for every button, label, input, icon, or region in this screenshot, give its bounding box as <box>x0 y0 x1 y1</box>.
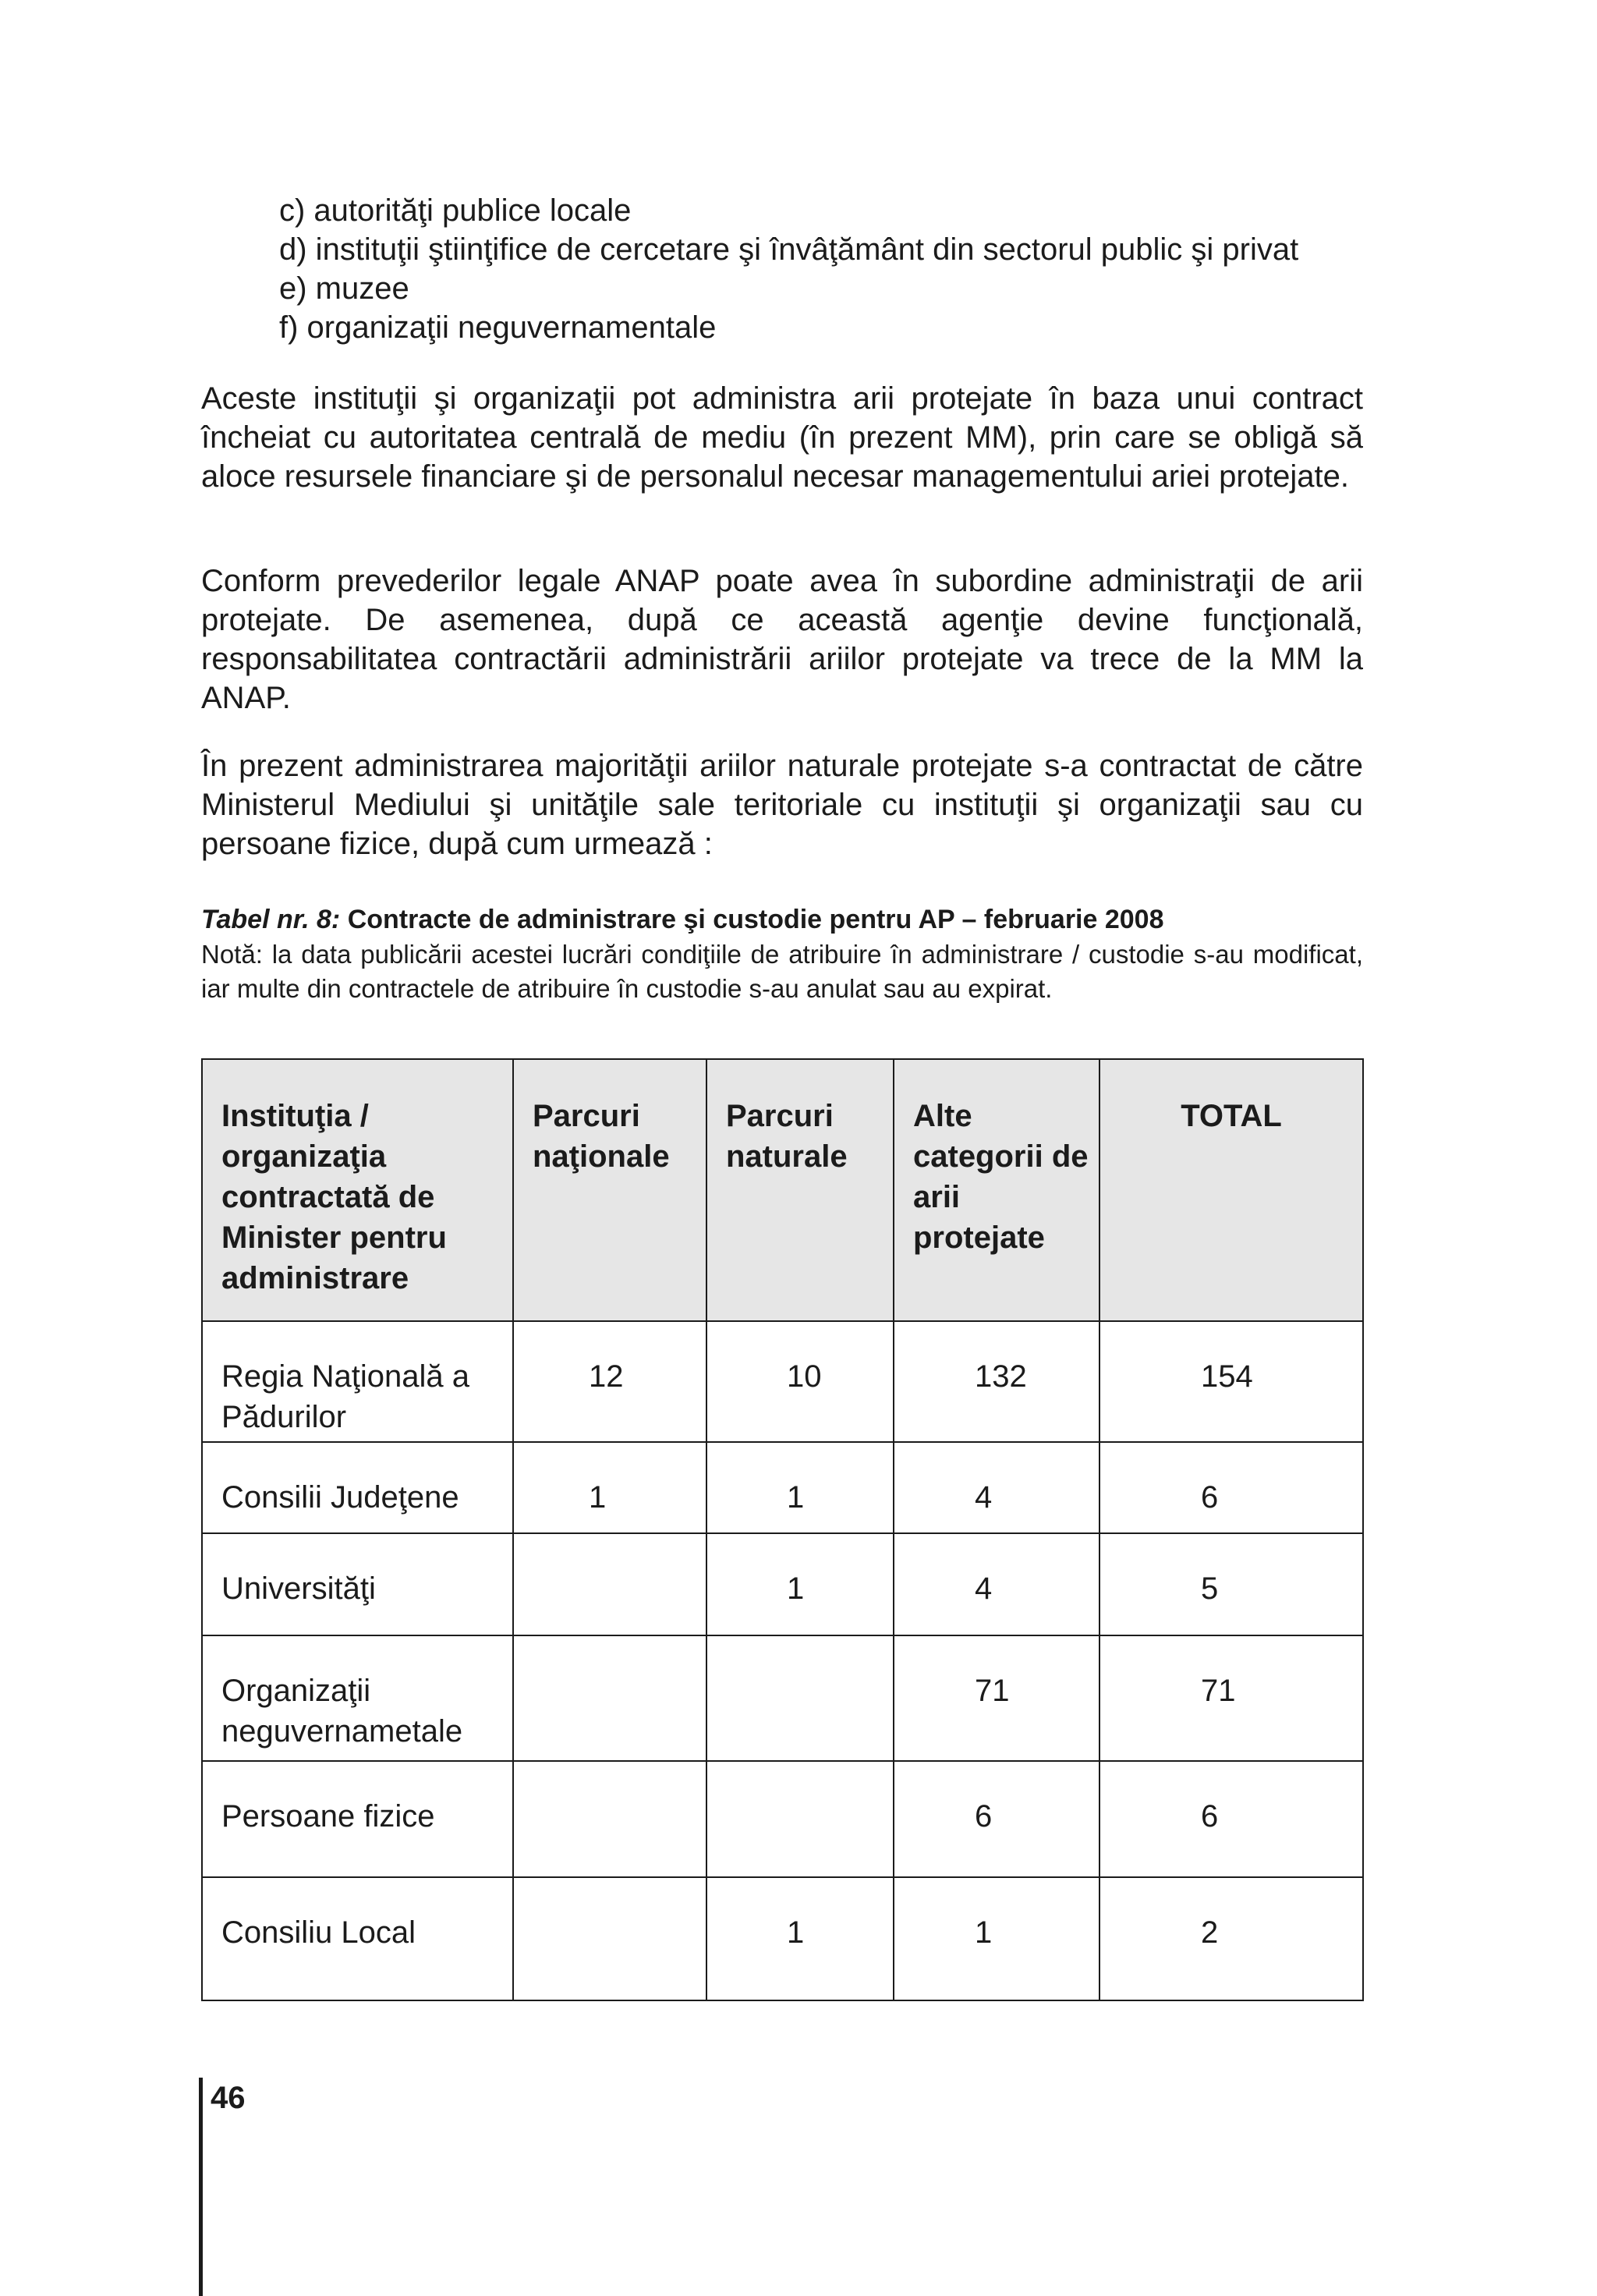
header-natural-parks: Parcuri naturale <box>706 1059 894 1321</box>
cell-total: 6 <box>1099 1761 1363 1877</box>
cell-natural-parks: 10 <box>706 1321 894 1442</box>
cell-institution: Universităţi <box>202 1533 513 1635</box>
enumeration-list <box>279 191 1363 347</box>
cell-institution: Consilii Judeţene <box>202 1442 513 1533</box>
table-row <box>202 1442 1363 1533</box>
cell-national-parks <box>513 1533 706 1635</box>
cell-total: 154 <box>1099 1321 1363 1442</box>
table-row <box>202 1533 1363 1635</box>
cell-other-categories: 1 <box>894 1877 1099 2000</box>
table-caption-label: Tabel nr. 8: <box>201 905 341 934</box>
cell-natural-parks: 1 <box>706 1442 894 1533</box>
page-number: 46 <box>211 2081 246 2115</box>
cell-national-parks: 12 <box>513 1321 706 1442</box>
table-row <box>202 1321 1363 1442</box>
cell-other-categories: 6 <box>894 1761 1099 1877</box>
page-margin-bar <box>199 2078 203 2296</box>
cell-total: 2 <box>1099 1877 1363 2000</box>
table-row <box>202 1635 1363 1761</box>
paragraph-anap: Conform prevederilor legale ANAP poate avea în subordine administraţii de arii protejate. De asemenea, după ce această agenţie devine funcţională, responsabilitatea contractării administrării ariilor protejate va trece de la MM la ANAP. <box>201 564 1363 715</box>
table-row <box>202 1877 1363 2000</box>
list-item: c) autorităţi publice locale <box>279 193 632 228</box>
list-item: d) instituţii ştiinţifice de cercetare şi învâţământ din sectorul public şi privat <box>279 232 1299 267</box>
cell-natural-parks: 1 <box>706 1877 894 2000</box>
cell-total: 6 <box>1099 1442 1363 1533</box>
cell-institution: Persoane fizice <box>202 1761 513 1877</box>
cell-national-parks: 1 <box>513 1442 706 1533</box>
cell-institution: Regia Naţională a Pădurilor <box>202 1321 513 1442</box>
header-national-parks: Parcuri naţionale <box>513 1059 706 1321</box>
cell-other-categories: 4 <box>894 1533 1099 1635</box>
cell-natural-parks: 1 <box>706 1533 894 1635</box>
cell-national-parks <box>513 1877 706 2000</box>
cell-institution: Consiliu Local <box>202 1877 513 2000</box>
cell-other-categories: 132 <box>894 1321 1099 1442</box>
contracts-table <box>201 1058 1364 2001</box>
cell-institution: Organizaţii neguvernametale <box>202 1635 513 1761</box>
table-header-row <box>202 1059 1363 1321</box>
cell-other-categories: 71 <box>894 1635 1099 1761</box>
table-note: Notă: la data publicării acestei lucrări condiţiile de atribuire în administrare / custodie s-au modificat, iar multe din contractele de atribuire în custodie s-au anulat sau au expirat. <box>201 940 1363 1003</box>
cell-national-parks <box>513 1635 706 1761</box>
cell-natural-parks <box>706 1761 894 1877</box>
paragraph-contract: Aceste instituţii şi organizaţii pot administra arii protejate în baza unui contract încheiat cu autoritatea centrală de mediu (în prezent MM), prin care se obligă să aloce resursele financiare şi de personalul necesar managementului ariei protejate. <box>201 381 1363 494</box>
cell-total: 71 <box>1099 1635 1363 1761</box>
header-total: TOTAL <box>1099 1059 1363 1321</box>
list-item: f) organizaţii neguvernamentale <box>279 310 717 345</box>
cell-other-categories: 4 <box>894 1442 1099 1533</box>
cell-total: 5 <box>1099 1533 1363 1635</box>
cell-national-parks <box>513 1761 706 1877</box>
header-institution: Instituţia / organizaţia contractată de Minister pentru administrare <box>202 1059 513 1321</box>
table-row <box>202 1761 1363 1877</box>
header-other-categories: Alte categorii de arii protejate <box>894 1059 1099 1321</box>
paragraph-current-administration: În prezent administrarea majorităţii ariilor naturale protejate s-a contractat de către Ministerul Mediului şi unităţile sale teritoriale cu instituţii şi organizaţii sau cu persoane fizice, după cum urmează : <box>201 749 1363 861</box>
table-caption <box>201 903 1363 936</box>
cell-natural-parks <box>706 1635 894 1761</box>
table-caption-title: Contracte de administrare şi custodie pentru AP – februarie 2008 <box>347 905 1164 934</box>
list-item: e) muzee <box>279 271 409 306</box>
